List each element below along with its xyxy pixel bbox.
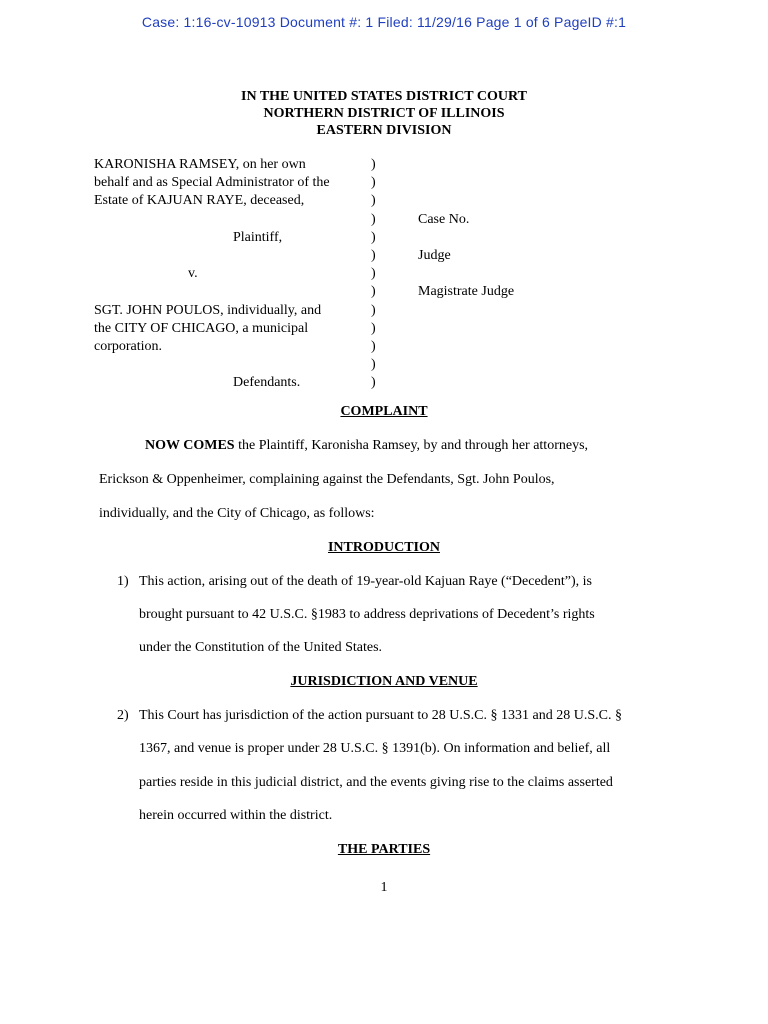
complaint-title: COMPLAINT — [340, 404, 428, 419]
paragraph-2-line-1: This Court has jurisdiction of the action pursuant to 28 U.S.C. § 1331 and 28 U.S.C. § — [139, 708, 622, 723]
caption-paren: ) — [371, 338, 376, 354]
court-heading-line-3: EASTERN DIVISION — [316, 123, 452, 138]
caption-paren: ) — [371, 284, 376, 300]
caption-paren: ) — [371, 302, 376, 318]
plaintiff-name-line-3: Estate of KAJUAN RAYE, deceased, — [94, 193, 305, 209]
caption-case-info — [418, 156, 698, 302]
complaint-intro-line-2: Erickson & Oppenheimer, complaining against the Defendants, Sgt. John Poulos, — [99, 472, 555, 487]
paragraph-1-number: 1) — [117, 574, 129, 589]
defendant-name-line-2: the CITY OF CHICAGO, a municipal — [94, 320, 309, 336]
caption-paren: ) — [371, 357, 376, 373]
paragraph-2-line-4: herein occurred within the district. — [139, 808, 333, 823]
plaintiff-name-line-1: KARONISHA RAMSEY, on her own — [94, 157, 306, 172]
now-comes-text: NOW COMES — [145, 438, 235, 453]
caption-paren: ) — [371, 211, 376, 227]
magistrate-judge-label: Magistrate Judge — [418, 284, 515, 300]
defendant-name-line-1: SGT. JOHN POULOS, individually, and — [94, 302, 322, 318]
court-heading-line-2: NORTHERN DISTRICT OF ILLINOIS — [263, 106, 505, 121]
introduction-heading: INTRODUCTION — [327, 540, 440, 555]
caption-paren: ) — [371, 175, 376, 191]
paragraph-2-number: 2) — [117, 708, 129, 723]
defendants-label: Defendants. — [233, 375, 301, 391]
plaintiff-name-line-2: behalf and as Special Administrator of the — [94, 175, 330, 191]
caption-paren: ) — [371, 375, 376, 391]
complaint-intro-line-1 — [145, 438, 588, 454]
paragraph-1-line-1: This action, arising out of the death of 19-year-old Kajuan Raye (“Decedent”), is — [139, 574, 592, 589]
caption-parties — [94, 156, 366, 392]
court-heading — [0, 88, 768, 139]
paragraph-1-line-3: under the Constitution of the United States. — [139, 640, 383, 655]
caption-paren: ) — [371, 266, 376, 282]
caption-paren: ) — [371, 320, 376, 336]
judge-label: Judge — [418, 247, 451, 263]
paragraph-2-line-3: parties reside in this judicial district, and the events giving rise to the claims asserted — [139, 775, 613, 790]
versus-label: v. — [188, 266, 198, 282]
complaint-intro-line-3: individually, and the City of Chicago, as follows: — [99, 506, 375, 521]
caption-paren: ) — [371, 229, 376, 245]
caption-paren: ) — [371, 247, 376, 263]
caption-paren: ) — [371, 193, 376, 209]
caption-paren-column — [371, 156, 383, 392]
paragraph-1-line-2: brought pursuant to 42 U.S.C. §1983 to address deprivations of Decedent’s rights — [139, 607, 595, 622]
caption-paren: ) — [371, 157, 376, 172]
plaintiff-label: Plaintiff, — [233, 229, 283, 245]
jurisdiction-heading: JURISDICTION AND VENUE — [290, 674, 478, 689]
paragraph-2-line-2: 1367, and venue is proper under 28 U.S.C. § 1391(b). On information and belief, all — [139, 741, 611, 756]
page-number: 1 — [380, 880, 388, 895]
complaint-intro-line-1-rest: the Plaintiff, Karonisha Ramsey, by and through her attorneys, — [234, 438, 589, 453]
court-heading-line-1: IN THE UNITED STATES DISTRICT COURT — [241, 89, 527, 104]
case-number-label: Case No. — [418, 211, 470, 227]
defendant-name-line-3: corporation. — [94, 338, 163, 354]
parties-heading: THE PARTIES — [337, 842, 431, 857]
case-header-stamp: Case: 1:16-cv-10913 Document #: 1 Filed: 11/29/16 Page 1 of 6 PageID #:1 — [141, 14, 627, 30]
